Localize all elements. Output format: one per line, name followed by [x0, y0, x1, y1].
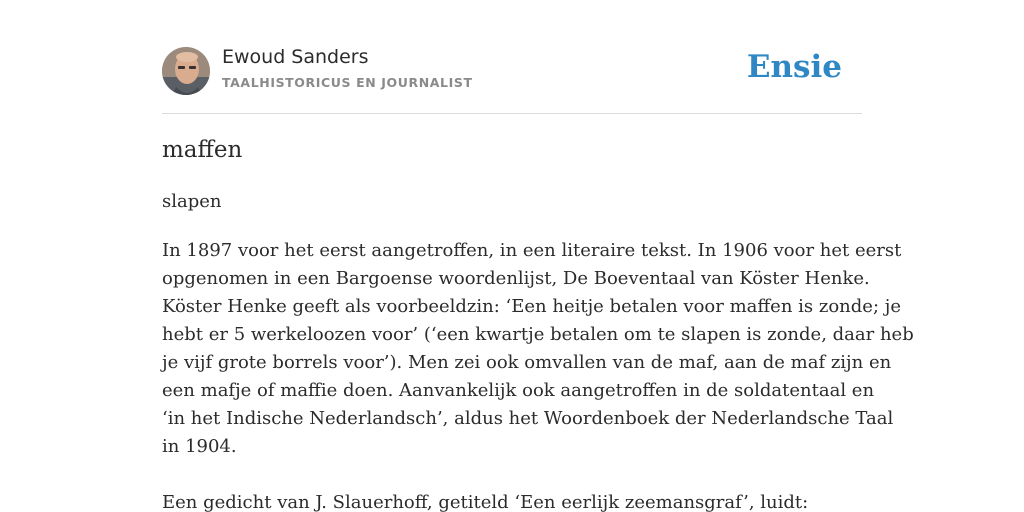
body-line: Köster Henke geeft als voorbeeldzin: ‘Een heitje betalen voor maffen is zonde; je: [162, 296, 901, 317]
entry-body: [162, 237, 914, 512]
body-line: je vijf grote borrels voor’). Men zei ook omvallen van de maf, aan de maf zijn en: [162, 352, 892, 373]
author-role: TAALHISTORICUS EN JOURNALIST: [222, 75, 473, 90]
author-avatar[interactable]: [162, 47, 210, 95]
body-line: Een gedicht van J. Slauerhoff, getiteld ‘Een eerlijk zeemansgraf’, luidt:: [162, 492, 809, 512]
paragraph-gap: [162, 461, 872, 489]
body-line: hebt er 5 werkeloozen voor’ (‘een kwartje betalen om te slapen is zonde, daar heb: [162, 324, 914, 345]
entry-term: maffen: [162, 137, 243, 163]
avatar-portrait-icon: [162, 47, 210, 95]
body-line: ‘in het Indische Nederlandsch’, aldus het Woordenboek der Nederlandsche Taal: [162, 408, 894, 429]
body-line: in 1904.: [162, 436, 237, 457]
body-line: een mafje of maffie doen. Aanvankelijk ook aangetroffen in de soldatentaal en: [162, 380, 875, 401]
entry-definition: slapen: [162, 191, 222, 212]
author-name[interactable]: Ewoud Sanders: [222, 46, 369, 68]
ensie-logo-link[interactable]: Ensie: [746, 49, 842, 85]
header: [162, 0, 862, 114]
body-line: In 1897 voor het eerst aangetroffen, in een literaire tekst. In 1906 voor het eerst: [162, 240, 902, 261]
body-line: opgenomen in een Bargoense woordenlijst, De Boeventaal van Köster Henke.: [162, 268, 870, 289]
article-container: [162, 0, 914, 512]
